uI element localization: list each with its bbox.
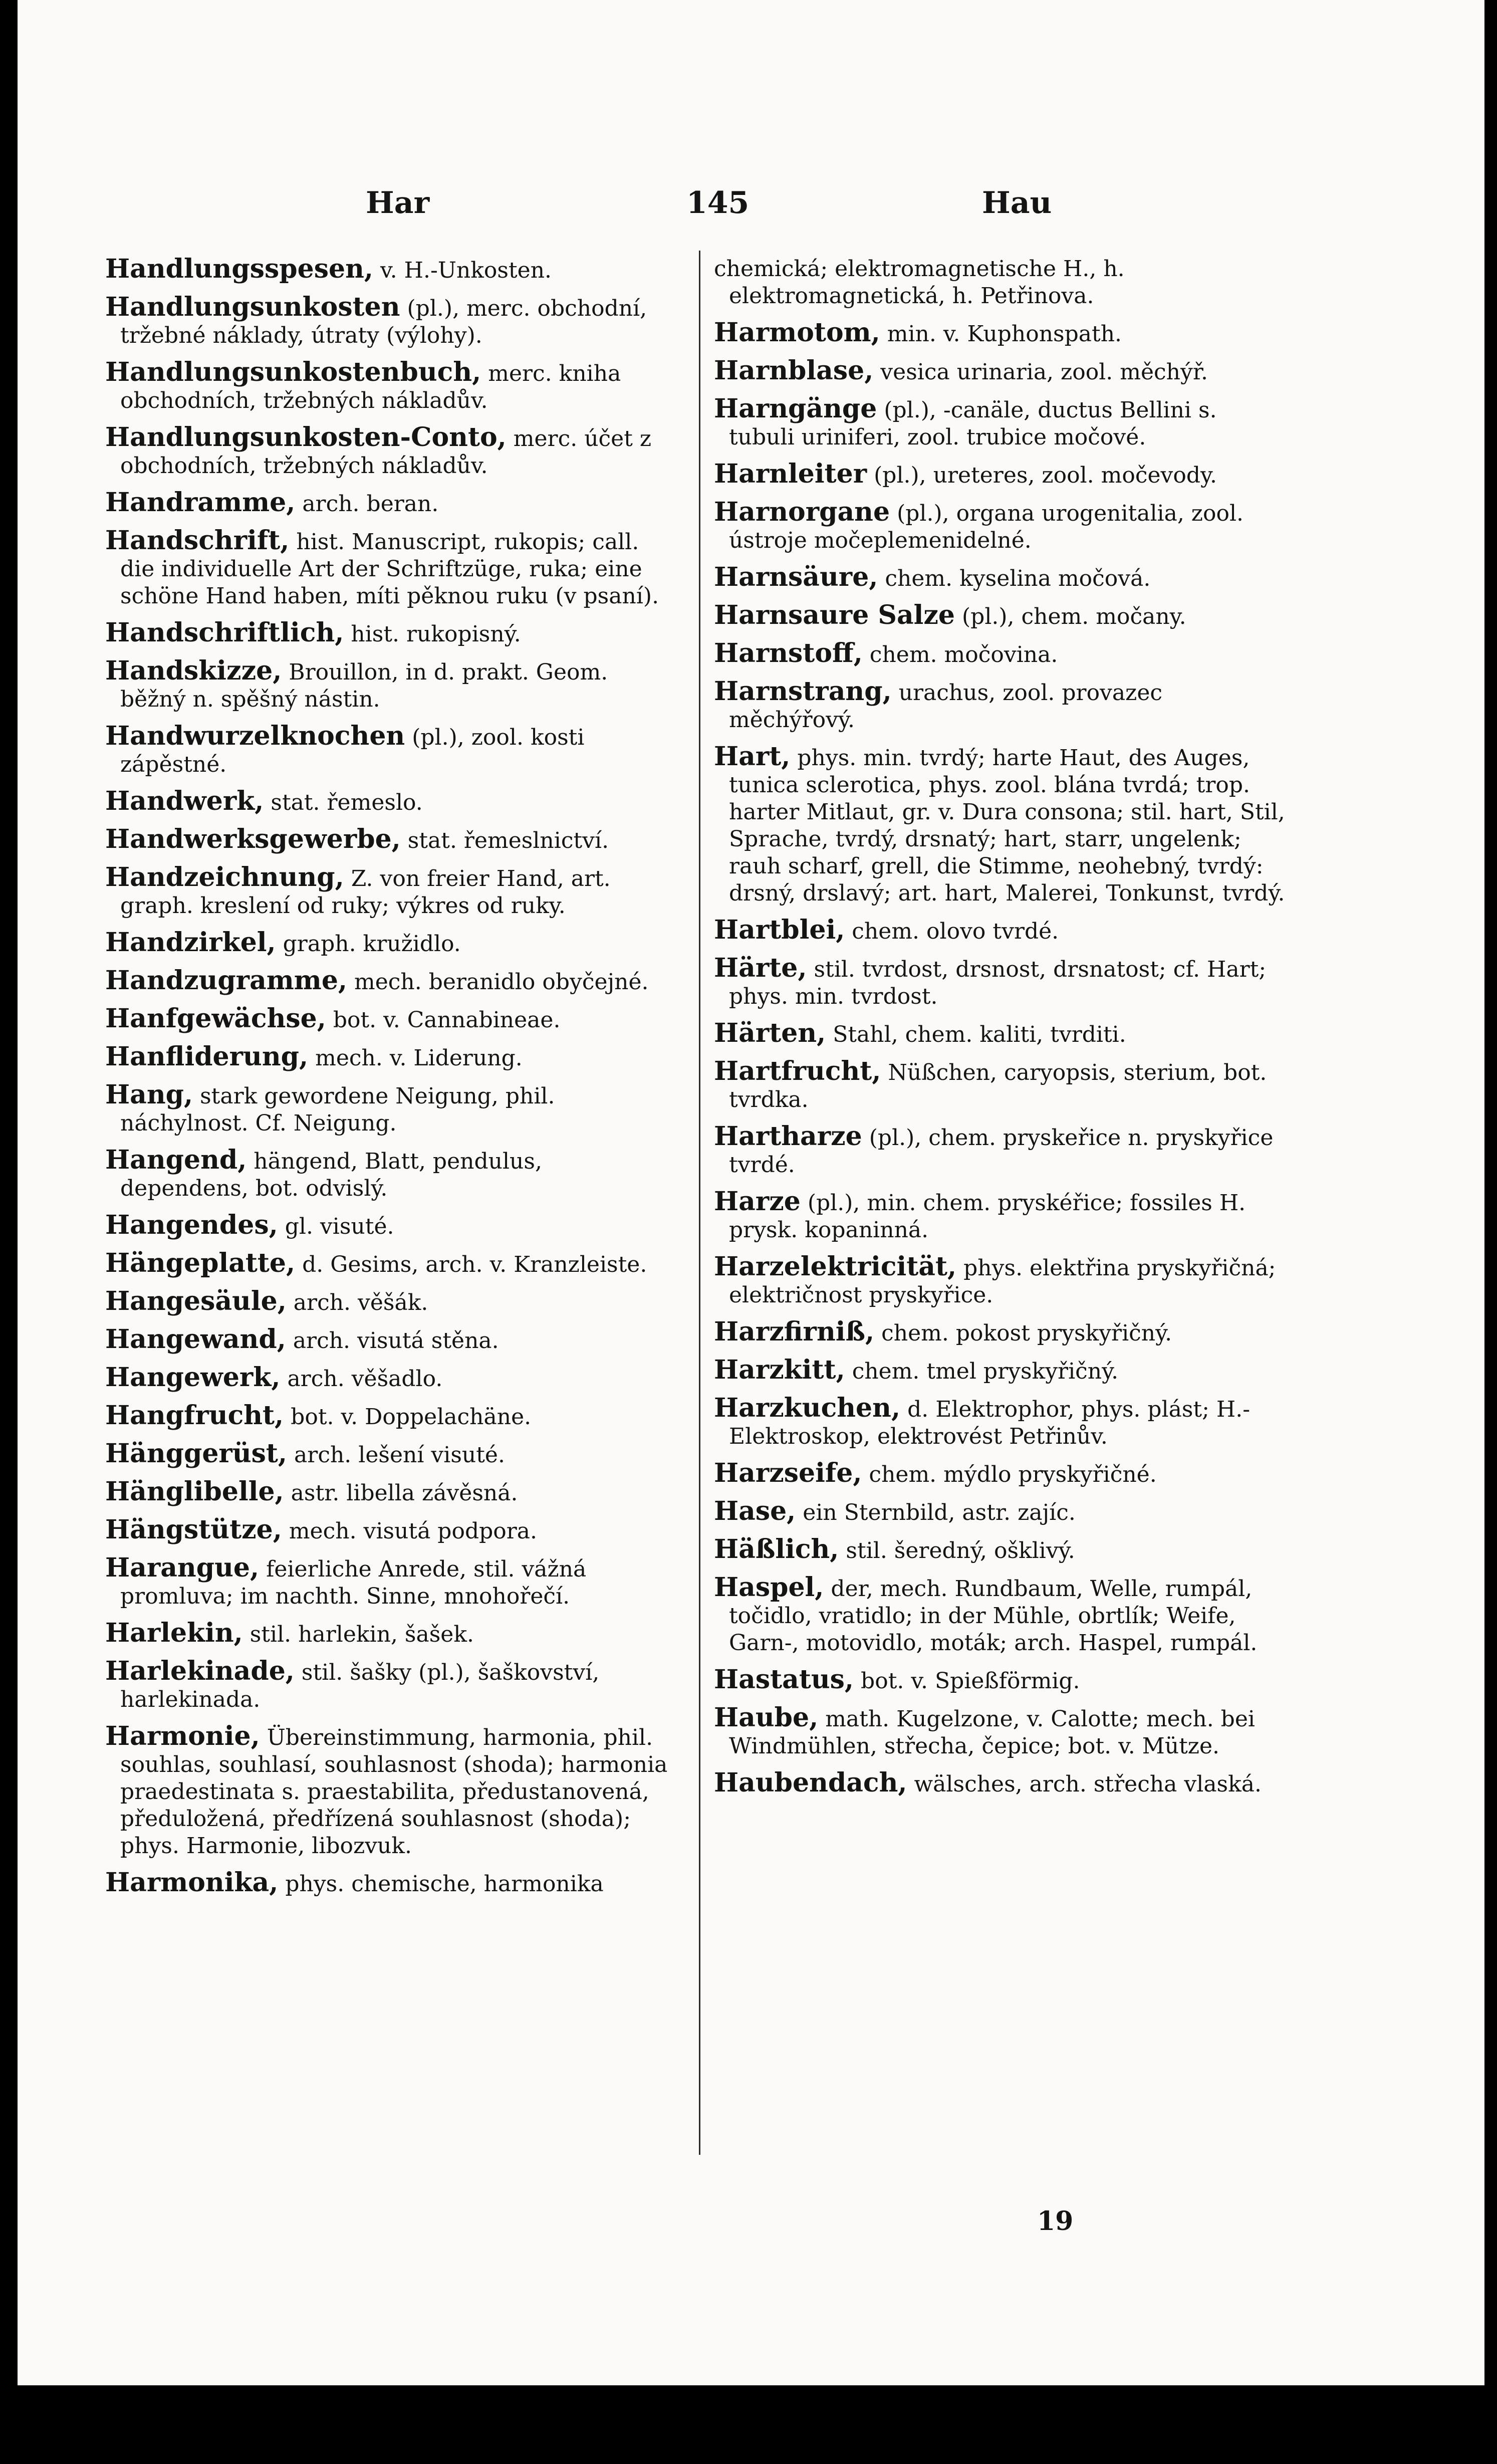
entry-definition: stil. harlekin, šašek.	[250, 1622, 474, 1647]
dictionary-entry	[105, 1364, 676, 1393]
entry-headword: Haubendach,	[714, 1767, 907, 1798]
entry-definition: chemická; elektromagnetische H., h. elektromagnetická, h. Petřinova.	[714, 256, 1125, 309]
right-column	[714, 256, 1285, 1808]
dictionary-entry	[105, 864, 676, 920]
entry-definition: math. Kugelzone, v. Calotte; mech. bei Windmühlen, střecha, čepice; bot. v. Mütze.	[729, 1706, 1255, 1759]
entry-definition: (pl.), chem. pryskeřice n. pryskyřice tvrdé.	[729, 1125, 1274, 1178]
dictionary-entry	[105, 657, 676, 713]
entry-headword: Hanfliderung,	[105, 1041, 309, 1072]
entry-headword: Handzirkel,	[105, 927, 276, 958]
entry-definition: arch. lešení visuté.	[294, 1442, 505, 1468]
entry-headword: Hanfgewächse,	[105, 1003, 326, 1034]
entry-headword: Hängstütze,	[105, 1514, 282, 1545]
dictionary-entry	[105, 1402, 676, 1431]
entry-headword: Hartharze	[714, 1121, 862, 1152]
dictionary-entry	[105, 619, 676, 648]
entry-definition: stat. řemeslo.	[271, 790, 423, 815]
dictionary-entry	[105, 1212, 676, 1240]
entry-headword: Harnorgane	[714, 497, 890, 527]
entry-definition: min. v. Kuphonspath.	[887, 321, 1122, 347]
dictionary-entry	[714, 1666, 1285, 1695]
entry-definition: graph. kružidlo.	[283, 931, 461, 957]
entry-definition: vesica urinaria, zool. měchýř.	[880, 359, 1208, 385]
running-head-right: Hau	[982, 185, 1052, 220]
dictionary-entry	[105, 1554, 676, 1610]
entry-headword: Harzseife,	[714, 1458, 862, 1488]
entry-headword: Harmotom,	[714, 317, 880, 348]
dictionary-entry	[105, 1081, 676, 1137]
scan-edge-right	[1484, 0, 1497, 2464]
dictionary-entry	[714, 357, 1285, 386]
dictionary-entry	[714, 499, 1285, 554]
running-head	[0, 185, 1497, 226]
entry-definition: phys. min. tvrdý; harte Haut, des Auges, tunica sclerotica, phys. zool. blána tvrdá; trop. harter Mitlaut, gr. v. Dura consona; stil. hart, Stil, Sprache, tvrdý, drsnatý; hart, starr, ungelenk; rauh scharf, grell, die Stimme, neohebný, tvrdý: drsný, drslavý; art. hart, Malerei, Tonkunst, tvrdý.	[729, 745, 1285, 906]
dictionary-entry	[105, 1147, 676, 1202]
dictionary-entry	[105, 1440, 676, 1469]
dictionary-entry	[714, 1395, 1285, 1450]
dictionary-entry	[714, 743, 1285, 907]
dictionary-entry	[714, 1704, 1285, 1760]
dictionary-entry	[105, 424, 676, 480]
dictionary-entry	[714, 1357, 1285, 1385]
entry-headword: Haube,	[714, 1702, 819, 1733]
entry-definition: astr. libella závěsná.	[291, 1480, 518, 1506]
entry-headword: Handlungsunkosten	[105, 292, 400, 322]
entry-definition: (pl.), min. chem. pryskéřice; fossiles H. prysk. kopaninná.	[729, 1190, 1246, 1243]
entry-definition: phys. elektřina pryskyřičná; električnost pryskyřice.	[729, 1255, 1276, 1308]
entry-definition: bot. v. Cannabineae.	[333, 1007, 561, 1033]
entry-headword: Hastatus,	[714, 1664, 854, 1695]
dictionary-entry	[105, 256, 676, 284]
dictionary-entry	[714, 395, 1285, 451]
entry-definition: chem. olovo tvrdé.	[852, 919, 1059, 944]
entry-headword: Handschrift,	[105, 525, 290, 556]
dictionary-entry	[714, 1188, 1285, 1244]
entry-headword: Hänglibelle,	[105, 1476, 284, 1507]
entry-definition: merc. kniha obchodních, tržebných nákladův.	[120, 361, 621, 413]
entry-definition: der, mech. Rundbaum, Welle, rumpál, točidlo, vratidlo; in der Mühle, obrtlík; Weife, Garn-, motovidlo, moták; arch. Haspel, rumpál.	[729, 1576, 1258, 1656]
dictionary-entry	[105, 1326, 676, 1355]
dictionary-entry	[714, 564, 1285, 592]
entry-headword: Harnsäure,	[714, 562, 878, 592]
entry-definition: (pl.), merc. obchodní, tržebné náklady, útraty (výlohy).	[120, 296, 647, 348]
entry-definition: Brouillon, in d. prakt. Geom. běžný n. spěšný nástin.	[120, 659, 608, 712]
entry-definition: mech. beranidlo obyčejné.	[354, 969, 649, 995]
entry-headword: Handskizze,	[105, 655, 282, 686]
entry-definition: urachus, zool. provazec měchýřový.	[729, 680, 1163, 733]
dictionary-entry	[714, 640, 1285, 668]
entry-headword: Handschriftlich,	[105, 617, 344, 648]
entry-definition: hist. Manuscript, rukopis; call. die individuelle Art der Schriftzüge, ruka; eine schöne Hand haben, míti pěknou ruku (v psaní).	[120, 529, 659, 609]
entry-definition: bot. v. Spießförmig.	[861, 1668, 1080, 1694]
entry-definition: stat. řemeslnictví.	[407, 828, 609, 853]
entry-definition: stil. tvrdost, drsnost, drsnatost; cf. Hart; phys. min. tvrdost.	[729, 957, 1267, 1009]
dictionary-entry	[714, 1253, 1285, 1309]
entry-definition: Nüßchen, caryopsis, sterium, bot. tvrdka.	[729, 1060, 1267, 1112]
entry-headword: Haspel,	[714, 1572, 824, 1603]
entry-definition: arch. věšák.	[293, 1290, 428, 1315]
entry-headword: Hartblei,	[714, 915, 845, 945]
dictionary-entry	[714, 955, 1285, 1010]
entry-definition: merc. účet z obchodních, tržebných nákladův.	[120, 426, 652, 479]
dictionary-entry	[714, 319, 1285, 348]
entry-headword: Hartfrucht,	[714, 1056, 881, 1086]
entry-definition: wälsches, arch. střecha vlaská.	[914, 1771, 1262, 1797]
entry-headword: Hangewand,	[105, 1324, 286, 1355]
entry-definition: (pl.), zool. kosti zápěstné.	[120, 725, 585, 777]
entry-definition: Übereinstimmung, harmonia, phil. souhlas, souhlasí, souhlasnost (shoda); harmonia praedestinata s. praestabilita, předustanovená, předuložená, předřízená souhlasnost (shoda); phys. Harmonie, libozvuk.	[120, 1725, 668, 1859]
entry-headword: Harmonie,	[105, 1721, 260, 1751]
entry-headword: Harnsaure Salze	[714, 600, 955, 630]
dictionary-entry	[105, 929, 676, 958]
entry-definition: stil. šeredný, ošklivý.	[846, 1538, 1075, 1563]
entry-headword: Harzkitt,	[714, 1355, 845, 1385]
entry-definition: mech. visutá podpora.	[289, 1518, 538, 1544]
entry-definition: (pl.), chem. močany.	[962, 604, 1186, 629]
dictionary-entry	[714, 1574, 1285, 1657]
dictionary-entry	[105, 1478, 676, 1507]
dictionary-entry	[105, 788, 676, 816]
entry-definition: (pl.), -canäle, ductus Bellini s. tubuli uriniferi, zool. trubice močové.	[729, 397, 1217, 450]
dictionary-entry	[714, 1020, 1285, 1048]
entry-definition: arch. věšadlo.	[287, 1366, 443, 1392]
entry-headword: Harnleiter	[714, 459, 867, 489]
entry-headword: Handzugramme,	[105, 965, 348, 996]
entry-headword: Harngänge	[714, 393, 877, 424]
entry-headword: Hangesäule,	[105, 1286, 287, 1316]
entry-headword: Harlekinade,	[105, 1656, 295, 1686]
dictionary-entry	[105, 1869, 676, 1898]
dictionary-entry	[714, 1460, 1285, 1488]
entry-headword: Harnstrang,	[714, 676, 892, 707]
entry-headword: Handwerk,	[105, 786, 264, 816]
entry-headword: Handlungsunkostenbuch,	[105, 357, 481, 387]
entry-headword: Harzelektricität,	[714, 1251, 957, 1282]
entry-definition: feierliche Anrede, stil. vážná promluva; im nachth. Sinne, mnohořečí.	[120, 1556, 587, 1609]
entry-headword: Härten,	[714, 1018, 826, 1048]
dictionary-entry	[714, 602, 1285, 630]
entry-headword: Harzfirniß,	[714, 1316, 875, 1347]
entry-headword: Hart,	[714, 741, 791, 772]
entry-definition: bot. v. Doppelachäne.	[291, 1404, 532, 1430]
dictionary-entry	[105, 1043, 676, 1072]
entry-definition: (pl.), organa urogenitalia, zool. ústroje močeplemenidelné.	[729, 501, 1244, 553]
entry-definition: hängend, Blatt, pendulus, dependens, bot. odvislý.	[120, 1149, 542, 1201]
entry-headword: Handlungsspesen,	[105, 254, 373, 284]
entry-definition: chem. tmel pryskyřičný.	[852, 1359, 1119, 1384]
scan-edge-left	[0, 0, 18, 2464]
dictionary-entry	[105, 1723, 676, 1860]
dictionary-entry	[714, 1058, 1285, 1113]
entry-definition: mech. v. Liderung.	[315, 1045, 523, 1071]
entry-definition: chem. mýdlo pryskyřičné.	[869, 1462, 1157, 1487]
entry-headword: Hangewerk,	[105, 1362, 281, 1393]
entry-headword: Harmonika,	[105, 1867, 279, 1898]
dictionary-entry	[105, 723, 676, 778]
column-divider	[699, 251, 700, 2155]
entry-definition: (pl.), ureteres, zool. močevody.	[874, 463, 1217, 488]
dictionary-entry	[714, 678, 1285, 734]
dictionary-entry	[105, 1620, 676, 1648]
dictionary-entry	[105, 294, 676, 349]
dictionary-entry	[714, 1769, 1285, 1798]
dictionary-entry	[105, 1288, 676, 1316]
entry-headword: Handramme,	[105, 487, 296, 518]
entry-headword: Hang,	[105, 1079, 193, 1110]
entry-headword: Harze	[714, 1186, 801, 1217]
signature-mark: 19	[1037, 2206, 1074, 2236]
entry-headword: Harnblase,	[714, 355, 874, 386]
running-head-left: Har	[366, 185, 430, 220]
dictionary-entry	[105, 489, 676, 518]
dictionary-entry	[714, 1536, 1285, 1564]
entry-definition: chem. pokost pryskyřičný.	[881, 1320, 1172, 1346]
dictionary-entry	[105, 1005, 676, 1034]
entry-headword: Harzkuchen,	[714, 1393, 901, 1423]
dictionary-entry	[105, 1516, 676, 1545]
dictionary-entry	[714, 256, 1285, 310]
entry-definition: arch. beran.	[302, 491, 439, 517]
entry-definition: stil. šašky (pl.), šaškovství, harlekinada.	[120, 1660, 600, 1712]
entry-headword: Harlekin,	[105, 1618, 243, 1648]
entry-headword: Hangfrucht,	[105, 1400, 284, 1431]
entry-headword: Hänggerüst,	[105, 1438, 288, 1469]
entry-headword: Handzeichnung,	[105, 862, 344, 892]
entry-definition: hist. rukopisný.	[351, 621, 521, 647]
entry-definition: chem. močovina.	[869, 642, 1058, 667]
left-column	[105, 256, 676, 1907]
dictionary-entry	[105, 1250, 676, 1278]
dictionary-entry	[714, 1318, 1285, 1347]
entry-definition: Stahl, chem. kaliti, tvrditi.	[833, 1022, 1126, 1047]
entry-headword: Hase,	[714, 1496, 796, 1526]
entry-definition: chem. kyselina močová.	[885, 566, 1151, 591]
entry-headword: Hangend,	[105, 1145, 247, 1175]
entry-definition: arch. visutá stěna.	[293, 1328, 499, 1354]
entry-definition: Z. von freier Hand, art. graph. kreslení od ruky; výkres od ruky.	[120, 866, 611, 919]
entry-definition: stark gewordene Neigung, phil. náchylnost. Cf. Neigung.	[120, 1083, 555, 1136]
scan-bottom-edge	[0, 2385, 1497, 2464]
entry-definition: d. Elektrophor, phys. plást; H.-Elektroskop, elektrovést Petřinův.	[729, 1397, 1251, 1449]
dictionary-entry	[714, 1498, 1285, 1526]
entry-headword: Handwurzelknochen	[105, 721, 405, 751]
entry-headword: Hangendes,	[105, 1210, 278, 1240]
entry-headword: Harnstoff,	[714, 638, 863, 668]
entry-headword: Hängeplatte,	[105, 1248, 296, 1278]
dictionary-entry	[105, 826, 676, 854]
dictionary-entry	[105, 1658, 676, 1713]
entry-headword: Häßlich,	[714, 1534, 839, 1564]
entry-headword: Harangue,	[105, 1552, 260, 1583]
dictionary-entry	[714, 917, 1285, 945]
entry-headword: Handwerksgewerbe,	[105, 824, 401, 854]
dictionary-entry	[714, 1123, 1285, 1179]
entry-definition: phys. chemische, harmonika	[285, 1871, 604, 1897]
page-number: 145	[686, 185, 750, 220]
entry-definition: gl. visuté.	[285, 1214, 394, 1239]
entry-headword: Handlungsunkosten-Conto,	[105, 422, 507, 453]
dictionary-entry	[105, 527, 676, 610]
entry-definition: ein Sternbild, astr. zajíc.	[803, 1500, 1076, 1525]
entry-definition: v. H.-Unkosten.	[380, 258, 552, 283]
dictionary-entry	[105, 967, 676, 996]
dictionary-entry	[714, 461, 1285, 489]
dictionary-entry	[105, 359, 676, 414]
entry-definition: d. Gesims, arch. v. Kranzleiste.	[302, 1252, 647, 1277]
entry-headword: Härte,	[714, 953, 807, 983]
